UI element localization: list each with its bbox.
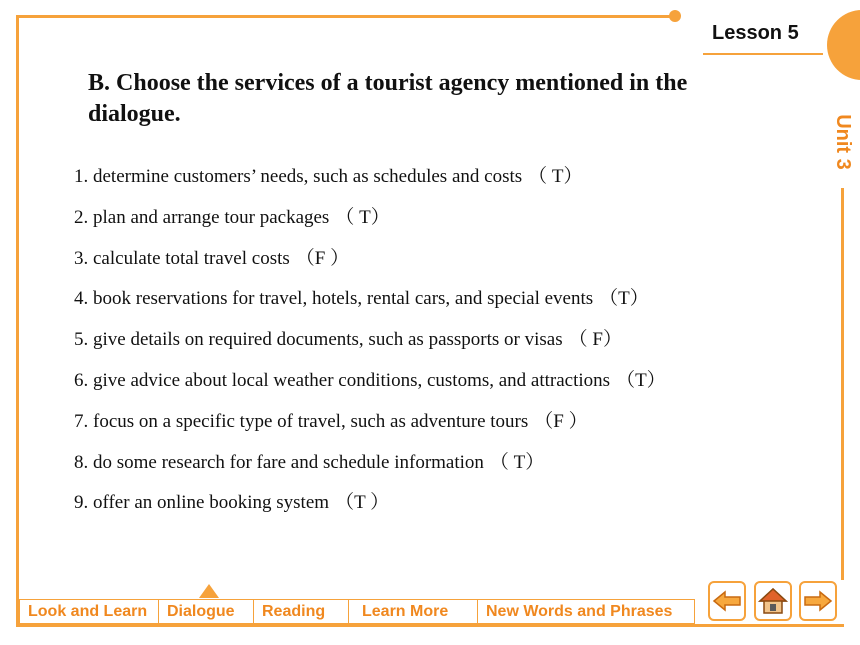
list-item (74, 446, 804, 487)
previous-button[interactable] (708, 581, 746, 621)
list-item (74, 323, 804, 364)
item-answer: （ T） (528, 166, 583, 187)
unit-label: Unit 3 (832, 114, 854, 170)
item-answer: （ F） (568, 329, 622, 351)
item-text: 2. plan and arrange tour packages (74, 206, 330, 228)
bottom-tab-bar (19, 599, 695, 625)
frame-top-border (16, 15, 675, 18)
item-text: 4. book reservations for travel, hotels, rental cars, and special events (74, 288, 594, 310)
list-item (74, 242, 804, 283)
item-answer: （T ） (335, 492, 390, 514)
tab-dialogue[interactable]: Dialogue (159, 599, 254, 624)
item-answer: （F ） (534, 410, 588, 432)
list-item (74, 486, 804, 527)
item-answer: （ T） (489, 451, 545, 473)
frame-right-border (841, 188, 844, 580)
frame-left-border (16, 15, 19, 627)
item-text: 6. give advice about local weather conditions, customs, and attractions (74, 369, 611, 391)
list-item (74, 282, 804, 323)
lesson-label: Lesson 5 (712, 22, 799, 44)
item-text: 9. offer an online booking system (74, 492, 330, 514)
item-text: 8. do some research for fare and schedule information (74, 451, 484, 473)
item-text: 1. determine customers’ needs, such as schedules and costs (74, 166, 523, 187)
lesson-underline (703, 53, 823, 55)
list-item (74, 201, 804, 242)
active-tab-indicator (199, 584, 219, 598)
arrow-right-icon (803, 590, 833, 612)
home-icon (758, 587, 788, 615)
tab-new-words-and-phrases[interactable]: New Words and Phrases (478, 599, 695, 624)
arrow-left-icon (712, 590, 742, 612)
tab-look-and-learn[interactable]: Look and Learn (19, 599, 159, 624)
list-item (74, 364, 804, 405)
item-text: 7. focus on a specific type of travel, such as adventure tours (74, 410, 529, 432)
item-answer: （T） (616, 369, 666, 391)
tab-learn-more[interactable]: Learn More (349, 599, 478, 624)
item-answer: （F ） (295, 247, 350, 269)
list-item (74, 405, 804, 446)
exercise-list (74, 160, 804, 527)
list-item (74, 160, 804, 201)
item-text: 3. calculate total travel costs (74, 247, 290, 269)
exercise-heading: B. Choose the services of a tourist agency mentioned in the dialogue. (88, 70, 688, 127)
corner-decoration (827, 10, 860, 80)
item-answer: （ T） (335, 206, 390, 228)
next-button[interactable] (799, 581, 837, 621)
item-text: 5. give details on required documents, such as passports or visas (74, 329, 563, 351)
frame-dot (669, 10, 681, 22)
item-answer: （T） (599, 288, 649, 310)
home-button[interactable] (754, 581, 792, 621)
tab-reading[interactable]: Reading (254, 599, 349, 624)
